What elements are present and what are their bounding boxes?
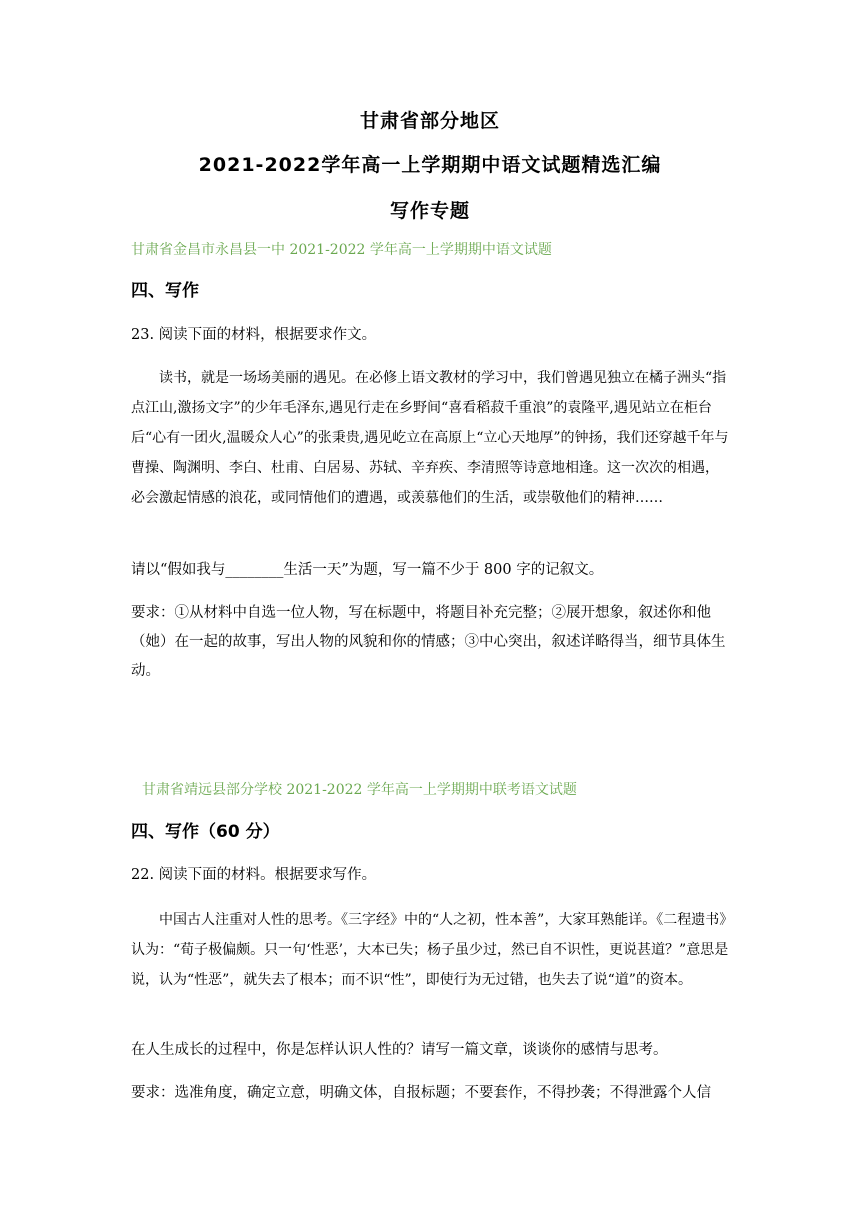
section-2-prompt: 在人生成长的过程中，你是怎样认识人性的？请写一篇文章，谈谈你的感情与思考。 — [131, 1042, 668, 1058]
doc-title-topic: 写作专题 — [389, 200, 470, 222]
section-2-heading: 四、写作（60 分） — [131, 822, 280, 842]
section-2-source: 甘肃省靖远县部分学校 2021-2022 学年高一上学期期中联考语文试题 — [142, 782, 577, 798]
section-1-source: 甘肃省金昌市永昌县一中 2021-2022 学年高一上学期期中语文试题 — [131, 242, 552, 258]
section-2-question: 22. 阅读下面的材料。根据要求写作。 — [131, 867, 377, 883]
doc-title-main: 2021-2022学年高一上学期期中语文试题精选汇编 — [198, 154, 662, 176]
section-1-requirements: 要求：①从材料中自选一位人物，写在标题中，将题目补充完整；②展开想象，叙述你和他（她）在一起的故事，写出人物的风貌和你的情感；③中心突出，叙述详略得当，细节具体生动。 — [131, 605, 726, 679]
doc-title-region: 甘肃省部分地区 — [359, 110, 500, 132]
section-1-question: 23. 阅读下面的材料，根据要求作文。 — [131, 327, 377, 343]
section-2-requirements: 要求：选准角度，确定立意，明确文体，自报标题；不要套作，不得抄袭；不得泄露个人信 — [131, 1085, 711, 1101]
section-2-material: 中国古人注重对人性的思考。《三字经》中的“人之初，性本善”，大家耳熟能详。《二程遗书》认为：“荀子极偏颇。只一句‘性恶’，大本已失；杨子虽少过，然已自不识性，更说甚道？”意思是说，认为“性恶”，就失去了根本；而不识“性”，即使行为无过错，也失去了说“道”的资本。 — [131, 912, 729, 988]
section-1-prompt: 请以“假如我与________生活一天”为题，写一篇不少于 800 字的记叙文。 — [131, 562, 604, 578]
section-1-material: 读书，就是一场场美丽的遇见。在必修上语文教材的学习中，我们曾遇见独立在橘子洲头“指点江山,激扬文字”的少年毛泽东,遇见行走在乡野间“喜看稻菽千重浪”的袁隆平,遇见站立在柜台后“心有一团火,温暖众人心”的张秉贵,遇见屹立在高原上“立心天地厚”的钟扬，我们还穿越千年与曹操、陶渊明、李白、杜甫、白居易、苏轼、辛弃疾、李清照等诗意地相逢。这一次次的相遇，必会激起情感的浪花，或同情他们的遭遇，或羡慕他们的生活，或崇敬他们的精神…… — [131, 370, 729, 506]
section-1-heading: 四、写作 — [131, 281, 199, 301]
